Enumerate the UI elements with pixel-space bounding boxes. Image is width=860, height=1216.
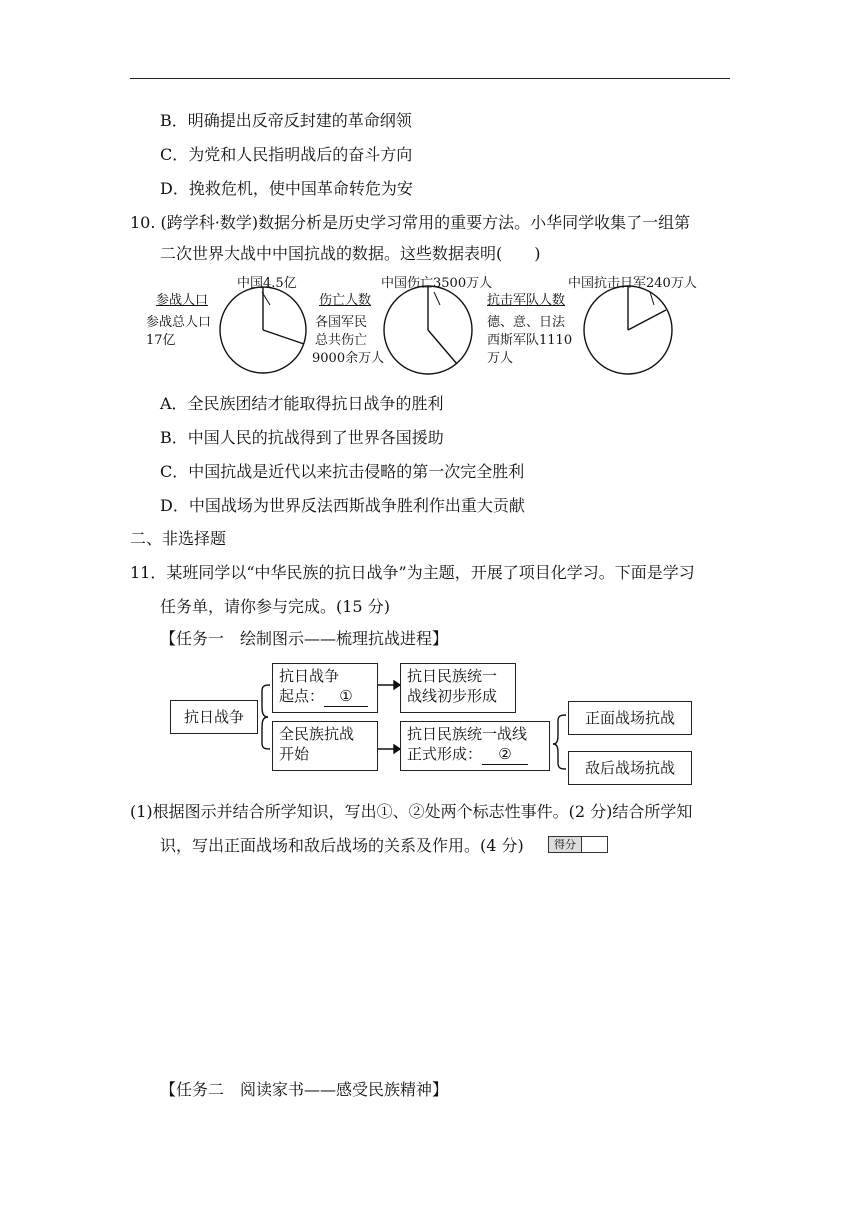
fig3-body-line3: 万人 xyxy=(487,351,514,366)
node-front-initial xyxy=(400,663,516,713)
blank-2: ② xyxy=(482,744,528,765)
node-all-line1: 全民族抗战 xyxy=(279,725,355,743)
fig2-body-line1: 各国军民 xyxy=(315,315,368,330)
q10-option-b: B．中国人民的抗战得到了世界各国援助 xyxy=(160,428,444,447)
node-all-line2: 开始 xyxy=(279,745,310,763)
fig1-top-label: 中国4.5亿 xyxy=(237,276,297,291)
node-all-nation xyxy=(272,721,378,771)
q11-stem-line2: 任务单，请你参与完成。(15 分) xyxy=(160,597,390,616)
blank-1: ① xyxy=(324,686,368,707)
node-root: 抗日战争 xyxy=(170,700,258,734)
node-formal-line1: 抗日民族统一战线 xyxy=(407,725,528,743)
score-box[interactable] xyxy=(548,836,608,853)
fig3-top-label: 中国抗击日军240万人 xyxy=(568,276,697,291)
q9-option-b: B．明确提出反帝反封建的革命纲领 xyxy=(160,111,412,130)
node-start-line2-wrap xyxy=(279,686,371,707)
q10-stem-line2: 二次世界大战中中国抗战的数据。这些数据表明( ) xyxy=(160,244,541,263)
score-label: 得分 xyxy=(549,837,582,852)
pie-3-radius-b xyxy=(628,310,666,330)
q9-option-d: D．挽救危机，使中国革命转危为安 xyxy=(160,179,413,198)
fig2-body-line2: 总共伤亡 xyxy=(315,333,368,348)
pie-1-radius-b xyxy=(263,330,304,344)
fig3-heading: 抗击军队人数 xyxy=(487,293,566,308)
fig2-top-label: 中国伤亡3500万人 xyxy=(381,276,493,291)
node-front-formal xyxy=(400,721,550,771)
section2-title: 二、非选择题 xyxy=(130,529,227,548)
brace-upper xyxy=(262,685,270,717)
pie-2-radius-b xyxy=(428,330,457,364)
q10-option-d: D．中国战场为世界反法西斯战争胜利作出重大贡献 xyxy=(160,496,525,515)
node-formal-line2-wrap xyxy=(407,744,543,765)
q11-sub1-line2: 识，写出正面战场和敌后战场的关系及作用。(4 分) xyxy=(160,836,524,855)
brace-lower xyxy=(262,717,270,749)
fig2-leader xyxy=(434,292,440,305)
fig3-body-line1: 德、意、日法 xyxy=(487,315,566,330)
brace-right-upper xyxy=(553,715,566,744)
header-rule xyxy=(130,78,730,79)
fig2-body-line3: 9000余万人 xyxy=(312,351,385,366)
brace-right-lower xyxy=(553,744,566,769)
fig1-body-line1: 参战总人口 xyxy=(146,315,212,330)
node-start-line1: 抗日战争 xyxy=(279,667,340,685)
q9-option-c: C．为党和人民指明战后的奋斗方向 xyxy=(160,145,413,164)
fig1-heading: 参战人口 xyxy=(156,293,209,308)
branch-rear: 敌后战场抗战 xyxy=(568,751,692,785)
node-start-line2: 起点： xyxy=(279,687,325,705)
fig2-heading: 伤亡人数 xyxy=(319,293,372,308)
q10-option-c: C．中国抗战是近代以来抗击侵略的第一次完全胜利 xyxy=(160,462,525,481)
fig3-body-line2: 西斯军队1110 xyxy=(487,333,573,348)
q11-sub1-line1: (1)根据图示并结合所学知识，写出①、②处两个标志性事件。(2 分)结合所学知 xyxy=(130,802,693,821)
branch-frontal: 正面战场抗战 xyxy=(568,701,692,735)
q10-stem-line1: 10. (跨学科·数学)数据分析是历史学习常用的重要方法。小华同学收集了一组第 xyxy=(130,213,691,232)
node-front-line1: 抗日民族统一 xyxy=(407,667,498,685)
task1-title: 【任务一 绘制图示——梳理抗战进程】 xyxy=(160,629,449,648)
node-start xyxy=(272,663,378,713)
node-formal-line2: 正式形成： xyxy=(407,745,483,763)
node-front-line2: 战线初步形成 xyxy=(407,687,498,705)
q11-stem-line1: 11．某班同学以“中华民族的抗日战争”为主题，开展了项目化学习。下面是学习 xyxy=(130,563,695,582)
q10-option-a: A．全民族团结才能取得抗日战争的胜利 xyxy=(160,394,444,413)
fig1-body-line2: 17亿 xyxy=(146,333,176,348)
pie-charts xyxy=(0,275,860,395)
task2-title: 【任务二 阅读家书——感受民族精神】 xyxy=(160,1080,449,1099)
